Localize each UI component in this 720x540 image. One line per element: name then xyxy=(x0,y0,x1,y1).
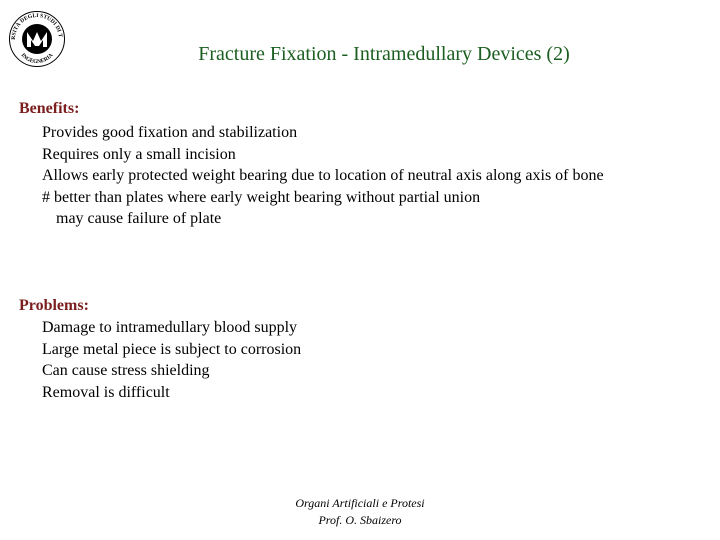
footer xyxy=(0,495,720,529)
list-item: Provides good fixation and stabilization xyxy=(42,124,298,141)
problems-list xyxy=(42,317,301,403)
problems-heading: Problems: xyxy=(19,297,89,314)
logo-text-bottom: INGEGNERIA xyxy=(19,52,55,66)
list-item: Damage to intramedullary blood supply xyxy=(42,319,298,336)
benefits-list xyxy=(42,122,604,230)
logo-text-top: RSITÀ DEGLI STUDI DI T xyxy=(10,12,63,40)
list-item: Requires only a small incision xyxy=(42,145,236,163)
page-title: Fracture Fixation - Intramedullary Devices (2) xyxy=(198,43,570,65)
list-item: Allows early protected weight bearing due to location of neutral axis along axis of bone xyxy=(42,167,604,185)
footer-professor: Prof. O. Sbaizero xyxy=(318,513,402,527)
list-item: may cause failure of plate xyxy=(56,210,222,228)
list-item: # better than plates where early weight bearing without partial union xyxy=(42,188,481,206)
list-item: Can cause stress shielding xyxy=(42,362,210,380)
list-item: Removal is difficult xyxy=(42,383,170,401)
footer-course: Organi Artificiali e Protesi xyxy=(295,496,425,510)
list-item: Large metal piece is subject to corrosion xyxy=(42,340,302,358)
benefits-heading: Benefits: xyxy=(19,100,80,117)
